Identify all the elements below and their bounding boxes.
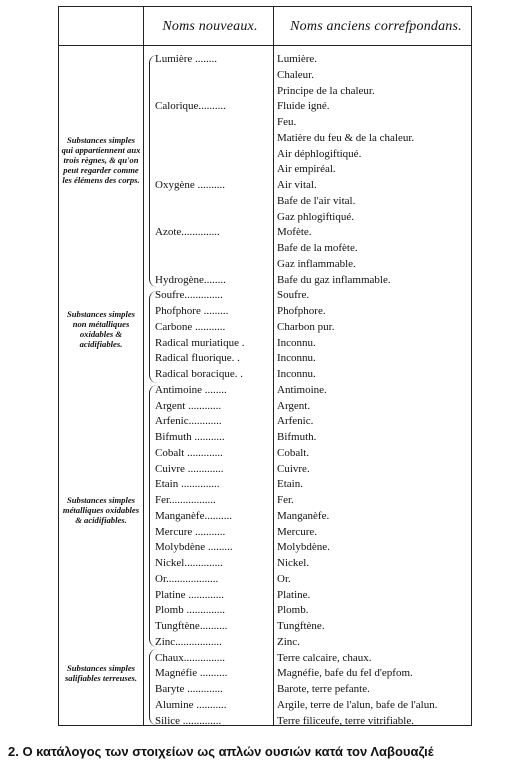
row-old-name: Feu.: [277, 116, 297, 128]
row-old-name: Barote, terre pefante.: [277, 683, 370, 695]
row-old-name: Lumière.: [277, 53, 318, 65]
row-old-name: Air déphlogiftiqué.: [277, 148, 362, 160]
row-new-name: Bifmuth ...........: [155, 431, 225, 443]
row-old-name: Mofète.: [277, 226, 312, 238]
row-new-name: Zinc.................: [155, 636, 222, 648]
row-new-name: Antimoine ........: [155, 384, 227, 396]
row-old-name: Principe de la chaleur.: [277, 85, 375, 97]
row-old-name: Soufre.: [277, 289, 310, 301]
group-label-earths: Substances simples salifiables terreuses.: [64, 663, 138, 683]
row-old-name: Zinc.: [277, 636, 300, 648]
row-old-name: Inconnu.: [277, 337, 316, 349]
row-new-name: Silice ..............: [155, 715, 222, 727]
row-old-name: Argile, terre de l'alun, bafe de l'alun.: [277, 699, 438, 711]
row-old-name: Tungftène.: [277, 620, 325, 632]
row-new-name: Argent ............: [155, 400, 222, 412]
row-new-name: Hydrogène........: [155, 274, 226, 286]
row-new-name: Etain ..............: [155, 478, 220, 490]
row-old-name: Fluide igné.: [277, 100, 330, 112]
row-old-name: Charbon pur.: [277, 321, 335, 333]
row-new-name: Or...................: [155, 573, 219, 585]
row-old-name: Air vital.: [277, 179, 317, 191]
row-old-name: Bafe de la mofète.: [277, 242, 358, 254]
element-table: [58, 6, 472, 726]
row-new-name: Manganèfe..........: [155, 510, 232, 522]
row-old-name: Chaleur.: [277, 69, 314, 81]
row-new-name: Lumière ........: [155, 53, 218, 65]
brace-group-1: [149, 55, 160, 287]
column-divider-right: [273, 7, 274, 725]
row-new-name: Alumine ...........: [155, 699, 227, 711]
row-new-name: Azote..............: [155, 226, 220, 238]
row-new-name: Plomb ..............: [155, 604, 225, 616]
row-old-name: Manganèfe.: [277, 510, 330, 522]
row-new-name: Nickel..............: [155, 557, 223, 569]
row-new-name: Soufre..............: [155, 289, 223, 301]
row-new-name: Oxygène ..........: [155, 179, 225, 191]
header-rule: [59, 45, 471, 46]
row-new-name: Radical boracique. .: [155, 368, 243, 380]
row-old-name: Terre filiceufe, terre vitrifiable.: [277, 715, 414, 727]
row-old-name: Magnéfie, bafe du fel d'epfom.: [277, 667, 413, 679]
row-old-name: Bafe de l'air vital.: [277, 195, 356, 207]
row-new-name: Radical fluorique. .: [155, 352, 240, 364]
group-label-nonmetals: Substances simples non métalliques oxidables & acidifiables.: [66, 309, 136, 349]
row-new-name: Fer.................: [155, 494, 216, 506]
row-new-name: Platine .............: [155, 589, 225, 601]
row-new-name: Magnéfie ..........: [155, 667, 228, 679]
row-old-name: Etain.: [277, 478, 303, 490]
row-new-name: Carbone ...........: [155, 321, 226, 333]
row-new-name: Cobalt .............: [155, 447, 223, 459]
row-new-name: Cuivre .............: [155, 463, 224, 475]
row-old-name: Or.: [277, 573, 291, 585]
group-label-metals: Substances simples métalliques oxidables & acidifiables.: [62, 495, 140, 525]
row-old-name: Cobalt.: [277, 447, 310, 459]
row-new-name: Tungftène..........: [155, 620, 228, 632]
row-old-name: Inconnu.: [277, 352, 316, 364]
row-old-name: Gaz phlogiftiqué.: [277, 211, 354, 223]
row-old-name: Fer.: [277, 494, 294, 506]
row-old-name: Bafe du gaz inflammable.: [277, 274, 391, 286]
row-new-name: Calorique..........: [155, 100, 226, 112]
row-old-name: Bifmuth.: [277, 431, 317, 443]
figure-caption: 2. Ο κατάλογος των στοιχείων ως απλών ουσιών κατά τον Λαβουαζιέ: [8, 744, 434, 759]
row-old-name: Air empiréal.: [277, 163, 336, 175]
header-old-names: Noms anciens correfpondans.: [290, 19, 462, 34]
row-new-name: Mercure ...........: [155, 526, 226, 538]
row-old-name: Arfenic.: [277, 415, 314, 427]
row-new-name: Arfenic............: [155, 415, 222, 427]
column-divider-left: [143, 7, 144, 725]
row-old-name: Molybdène.: [277, 541, 330, 553]
row-old-name: Platine.: [277, 589, 311, 601]
row-old-name: Cuivre.: [277, 463, 310, 475]
row-old-name: Phofphore.: [277, 305, 326, 317]
row-new-name: Phofphore .........: [155, 305, 229, 317]
row-old-name: Inconnu.: [277, 368, 316, 380]
row-old-name: Gaz inflammable.: [277, 258, 356, 270]
row-old-name: Nickel.: [277, 557, 310, 569]
row-new-name: Chaux...............: [155, 652, 225, 664]
row-new-name: Baryte .............: [155, 683, 223, 695]
header-new-names: Noms nouveaux.: [162, 19, 258, 34]
row-old-name: Argent.: [277, 400, 311, 412]
row-old-name: Matière du feu & de la chaleur.: [277, 132, 415, 144]
row-old-name: Plomb.: [277, 604, 309, 616]
group-label-elements: Substances simples qui appartiennent aux trois règnes, & qu'on peut regarder comme les élémens des corps.: [61, 135, 141, 185]
row-old-name: Terre calcaire, chaux.: [277, 652, 372, 664]
row-old-name: Antimoine.: [277, 384, 327, 396]
row-old-name: Mercure.: [277, 526, 318, 538]
row-new-name: Radical muriatique .: [155, 337, 245, 349]
row-new-name: Molybdène .........: [155, 541, 233, 553]
